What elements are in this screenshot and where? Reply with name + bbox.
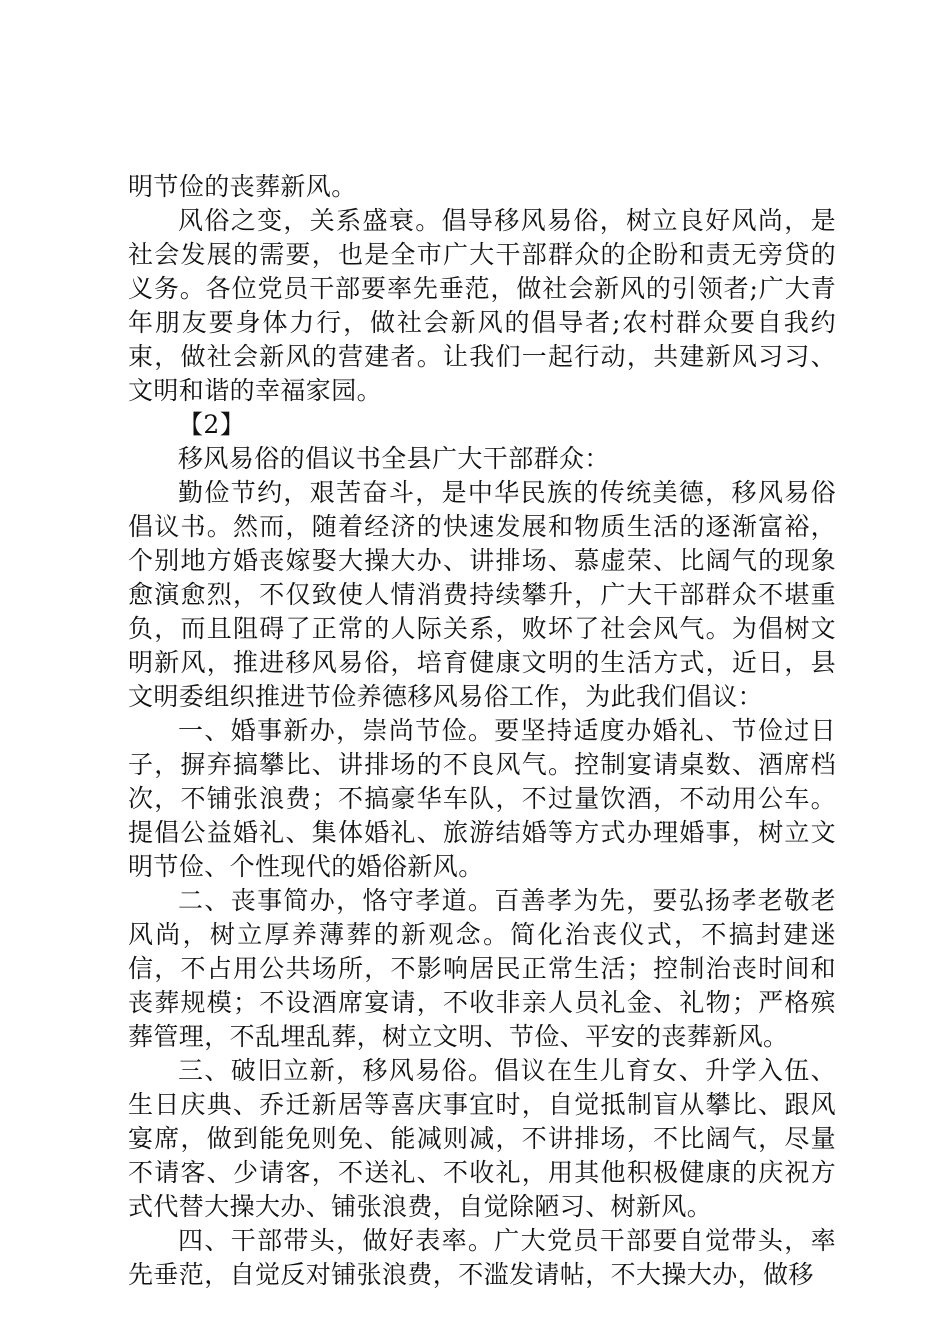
paragraph-customs-change: 风俗之变，关系盛衰。倡导移风易俗，树立良好风尚，是社会发展的需要，也是全市广大干部群众的企盼和责无旁贷的义务。各位党员干部要率先垂范，做社会新风的引领者;广大青年朋友要身体力行，做社会新风的倡导者;农村群众要自我约束，做社会新风的营建者。让我们一起行动，共建新风习习、文明和谐的幸福家园。	[128, 206, 836, 405]
paragraph-introduction: 勤俭节约，艰苦奋斗，是中华民族的传统美德，移风易俗倡议书。然而，随着经济的快速发展和物质生活的逐渐富裕，个别地方婚丧嫁娶大操大办、讲排场、慕虚荣、比阔气的现象愈演愈烈，不仅致使人情消费持续攀升，广大干部群众不堪重负，而且阻碍了正常的人际关系，败坏了社会风气。为倡树文明新风，推进移风易俗，培育健康文明的生活方式，近日，县文明委组织推进节俭养德移风易俗工作，为此我们倡议：	[128, 478, 836, 711]
section-number: 【2】	[178, 410, 246, 439]
paragraph-item-2: 二、丧事简办，恪守孝道。百善孝为先，要弘扬孝老敬老风尚，树立厚养薄葬的新观念。简化治丧仪式，不搞封建迷信，不占用公共场所，不影响居民正常生活；控制治丧时间和丧葬规模；不设酒席宴请，不收非亲人员礼金、礼物；严格殡葬管理，不乱埋乱葬，树立文明、节俭、平安的丧葬新风。	[128, 886, 836, 1051]
paragraph-item-1: 一、婚事新办，崇尚节俭。要坚持适度办婚礼、节俭过日子，摒弃搞攀比、讲排场的不良风气。控制宴请桌数、酒席档次，不铺张浪费；不搞豪华车队，不过量饮酒，不动用公车。提倡公益婚礼、集体婚礼、旅游结婚等方式办理婚事，树立文明节俭、个性现代的婚俗新风。	[128, 716, 836, 881]
paragraph-item-4: 四、干部带头，做好表率。广大党员干部要自觉带头，率先垂范，自觉反对铺张浪费，不滥发请帖，不大操大办，做移	[128, 1226, 836, 1289]
paragraph-continuation: 明节俭的丧葬新风。	[128, 172, 357, 201]
document-body	[128, 170, 836, 1292]
paragraph-item-3: 三、破旧立新，移风易俗。倡议在生儿育女、升学入伍、生日庆典、乔迁新居等喜庆事宜时，自觉抵制盲从攀比、跟风宴席，做到能免则免、能减则减，不讲排场，不比阔气，尽量不请客、少请客，不送礼、不收礼，用其他积极健康的庆祝方式代替大操大办、铺张浪费，自觉除陋习、树新风。	[128, 1056, 836, 1221]
document-title: 移风易俗的倡议书全县广大干部群众：	[178, 444, 610, 473]
